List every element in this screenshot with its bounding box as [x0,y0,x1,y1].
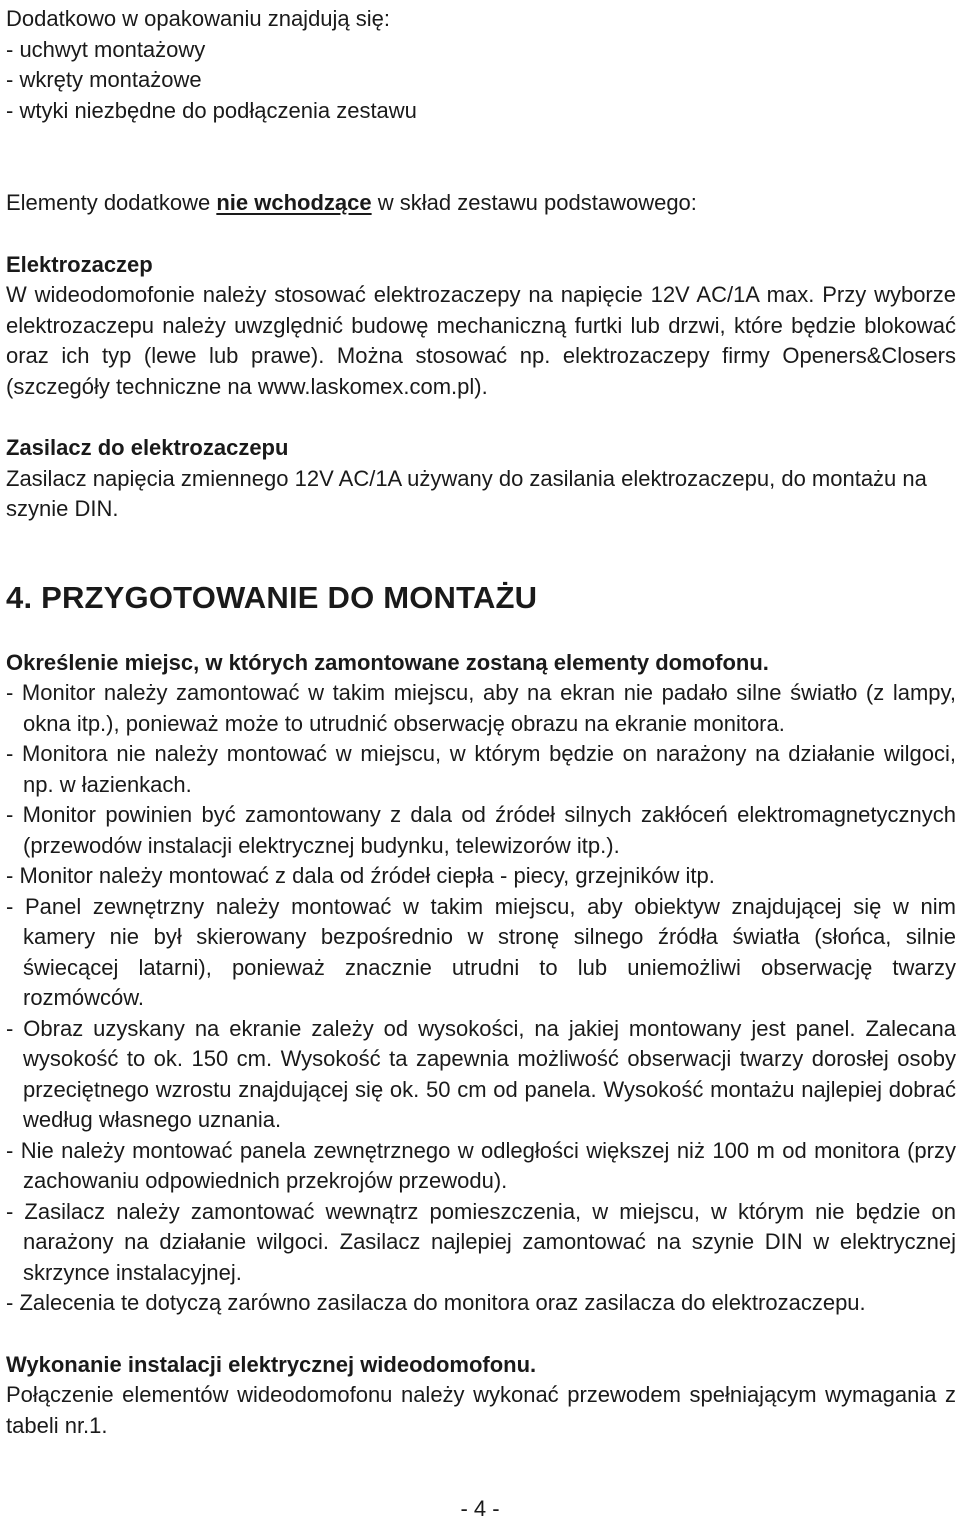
psu-paragraph: Zasilacz napięcia zmiennego 12V AC/1A używany do zasilania elektrozaczepu, do montażu na szynie DIN. [6,465,927,521]
not-included-emphasis: nie wchodzące [216,190,372,215]
wiring-paragraph: Połączenie elementów wideodomofonu należy wykonać przewodem spełniającym wymagania z tabeli nr.1. [6,1382,956,1438]
bullet-item: - Zasilacz należy zamontować wewnątrz pomieszczenia, w miejscu, w którym nie będzie on narażony na działanie wilgoci. Zasilacz najlepiej zamontować na szynie DIN w elektrycznej skrzynce instalacyjnej. [6,1198,956,1285]
package-item: - wkręty montażowe [6,67,202,92]
document-page [6,4,956,1441]
bullet-item: - Panel zewnętrzny należy montować w takim miejscu, aby obiektyw znajdującej się w nim kamery nie był skierowany bezpośrednio w stronę silnego źródła światła (słońca, silnie świecącej latarni), ponieważ znacznie utrudni to lub uniemożliwi obserwację twarzy rozmówców. [6,893,956,1010]
bullet-item: - Obraz uzyskany na ekranie zależy od wysokości, na jakiej montowany jest panel. Zalecana wysokość to ok. 150 cm. Wysokość ta zapewnia możliwość obserwacji twarzy dorosłej osoby przeciętnego wzrostu znajdującej się ok. 50 cm od panela. Wysokość montażu najlepiej dobrać według własnego uznania. [6,1015,956,1132]
package-intro: Dodatkowo w opakowaniu znajdują się: [6,6,391,31]
bullet-item: - Nie należy montować panela zewnętrznego w odległości większej niż 100 m od monitora (przy zachowaniu odpowiednich przekrojów przewodu). [6,1137,956,1193]
bullet-item: - Monitora nie należy montować w miejscu, w którym będzie on narażony na działanie wilgoci, np. w łazienkach. [6,741,956,797]
placement-subheading: Określenie miejsc, w których zamontowane zostaną elementy domofonu. [6,649,769,675]
section-title: 4. PRZYGOTOWANIE DO MONTAŻU [6,579,538,615]
psu-heading: Zasilacz do elektrozaczepu [6,435,289,460]
bullet-item: - Monitor należy montować z dala od źródeł ciepła - piecy, grzejników itp. [6,863,715,888]
bullet-item: - Zalecenia te dotyczą zarówno zasilacza do monitora oraz zasilacza do elektrozaczepu. [6,1290,866,1315]
page-number: - 4 - [460,1496,500,1521]
wiring-heading: Wykonanie instalacji elektrycznej wideodomofonu. [6,1351,537,1377]
bullet-item: - Monitor należy zamontować w takim miejscu, aby na ekran nie padało silne światło (z lampy, okna itp.), ponieważ może to utrudnić obserwację obrazu na ekranie monitora. [6,680,956,736]
extras-intro: Elementy dodatkowe nie wchodzące w skład zestawu podstawowego: [6,190,697,215]
lock-heading: Elektrozaczep [6,251,153,277]
package-item: - wtyki niezbędne do podłączenia zestawu [6,97,417,123]
lock-paragraph: W wideodomofonie należy stosować elektrozaczepy na napięcie 12V AC/1A max. Przy wyborze elektrozaczepu należy uwzględnić budowę mechaniczną furtki lub drzwi, które będzie blokować oraz ich typ (lewe lub prawe). Można stosować np. elektrozaczepy firmy Openers&Closers (szczegóły techniczne na www.laskomex.com.pl). [6,282,956,399]
bullet-item: - Monitor powinien być zamontowany z dala od źródeł silnych zakłóceń elektromagnetycznych (przewodów instalacji elektrycznej budynku, telewizorów itp.). [6,802,956,858]
package-item: - uchwyt montażowy [6,36,206,62]
